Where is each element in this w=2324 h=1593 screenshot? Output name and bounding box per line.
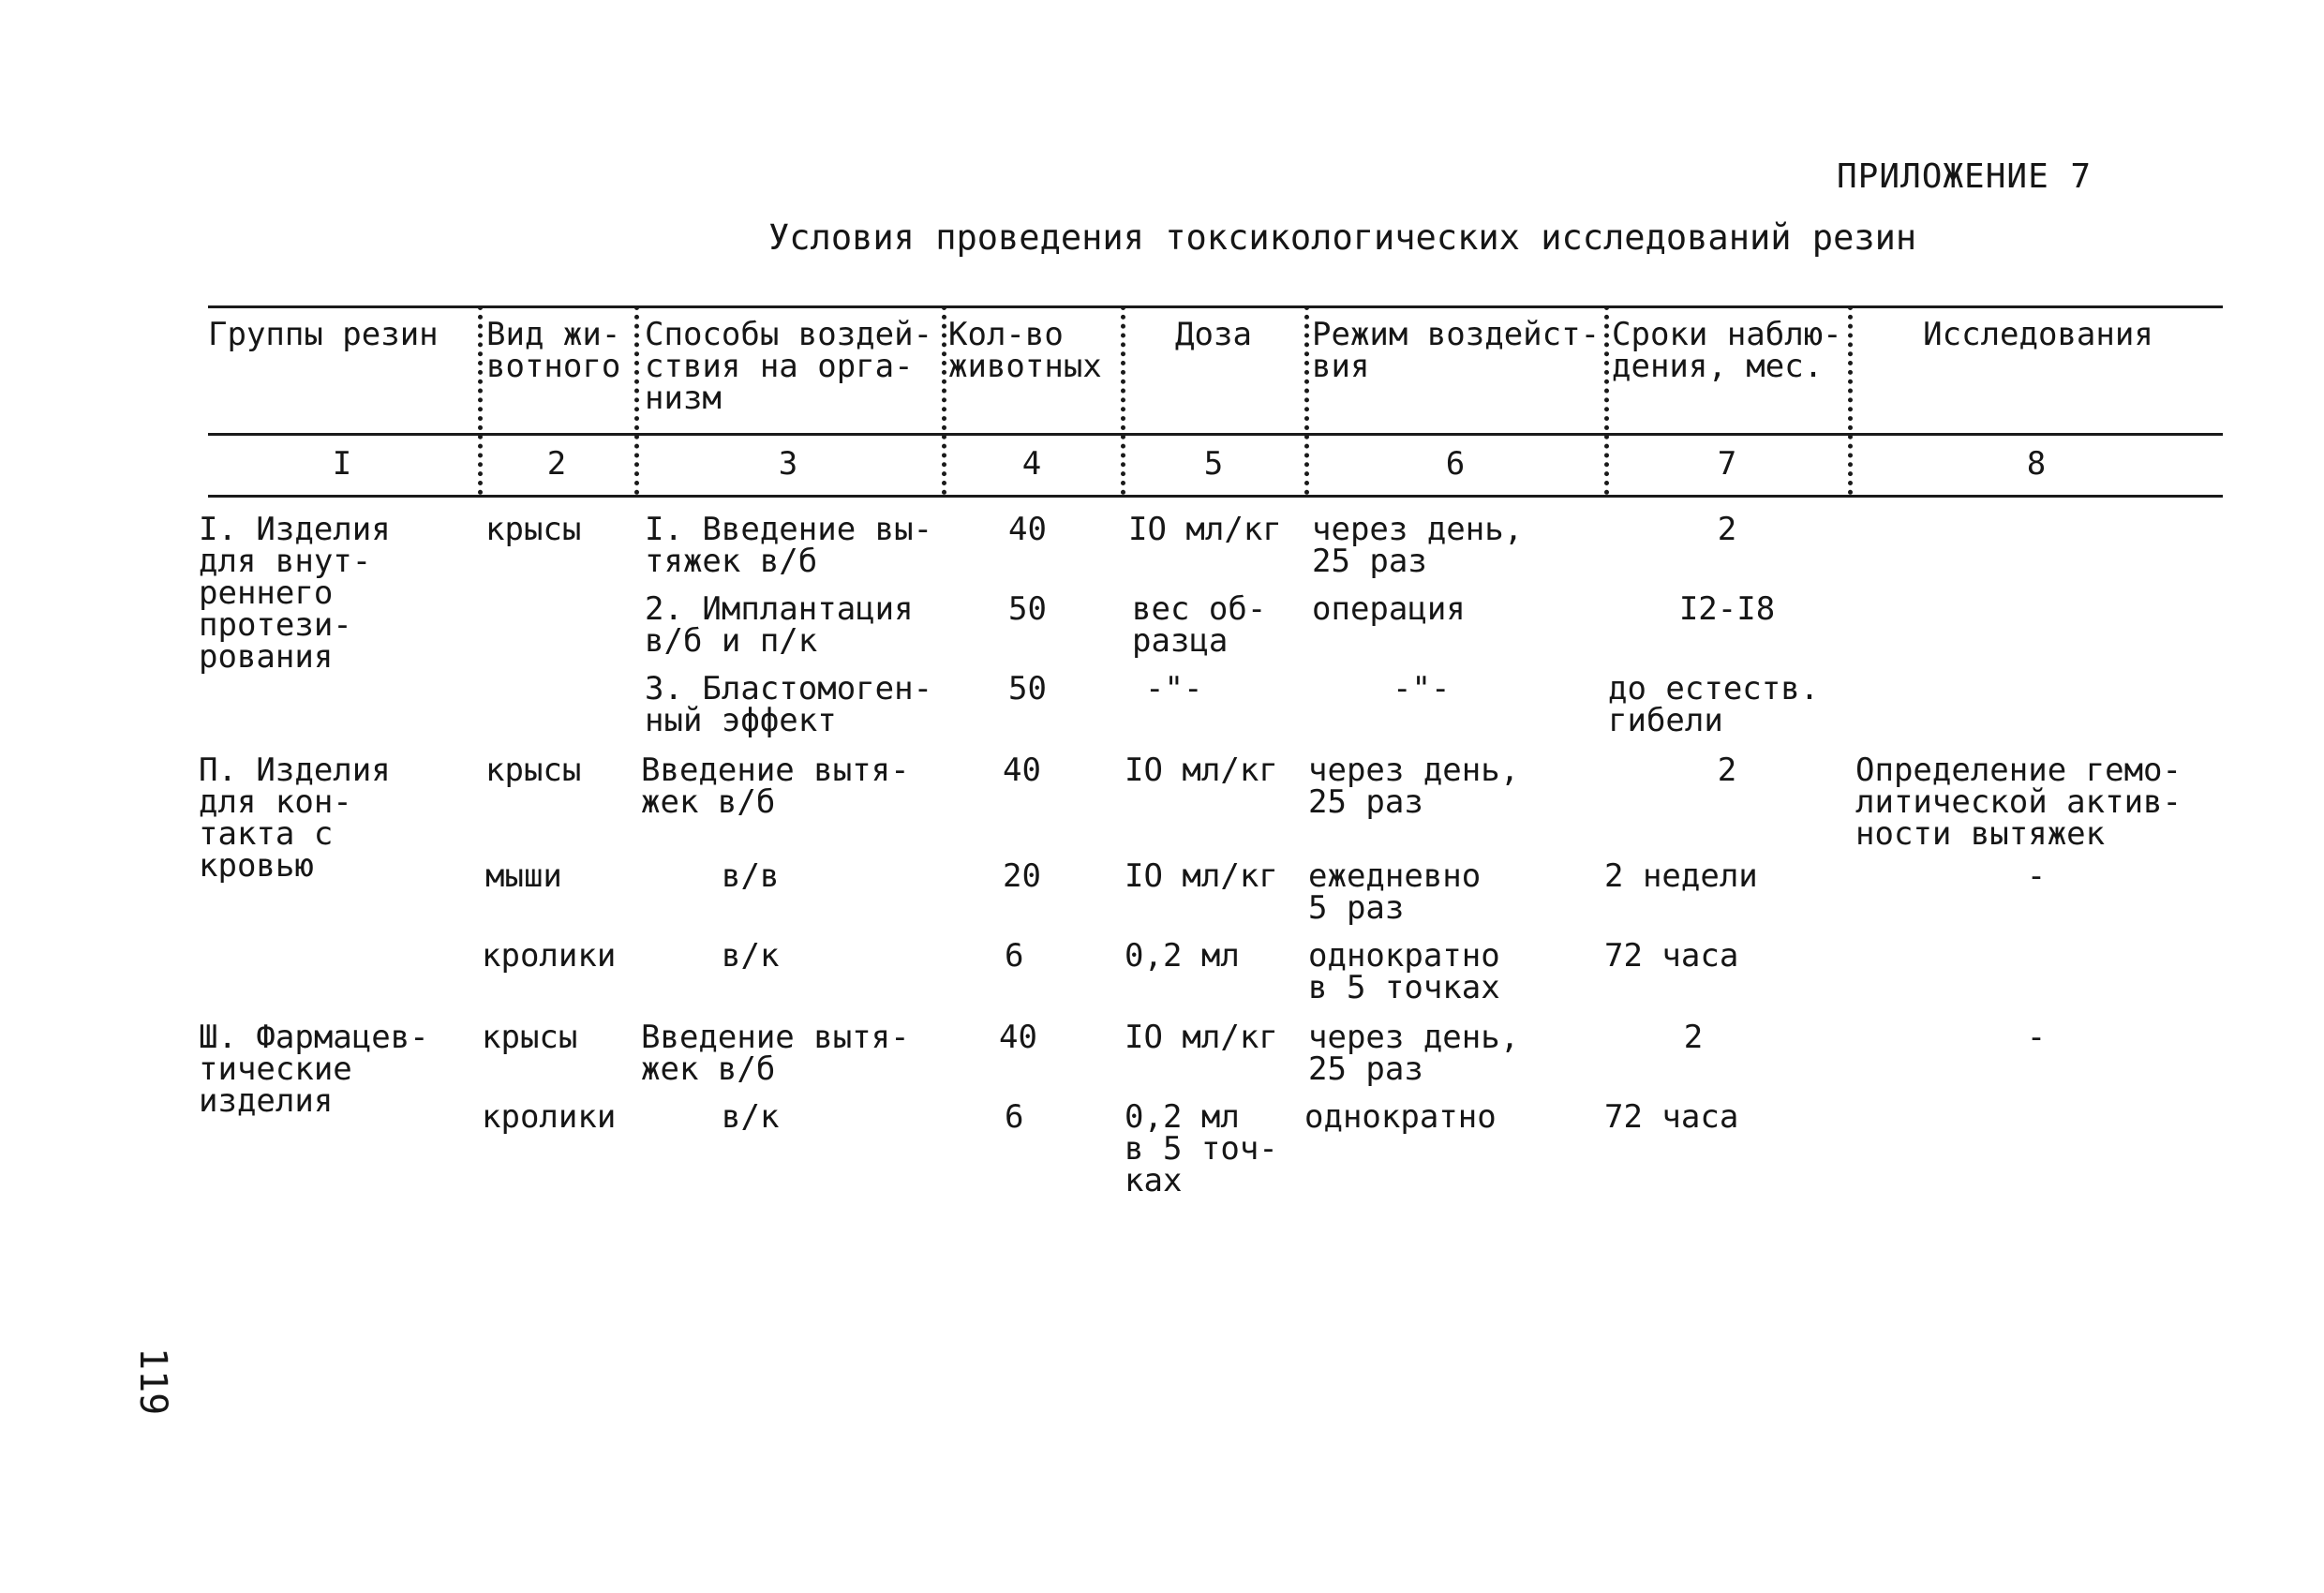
regime-cell: однократно <box>1304 1098 1497 1136</box>
header-method: Способы воздей- ствия на орга- низм <box>645 316 933 417</box>
count-cell: 50 <box>1008 590 1047 628</box>
regime-cell: через день, 25 раз <box>1312 511 1524 580</box>
animal-cell: крысы <box>485 752 582 789</box>
term-cell: до естеств. гибели <box>1608 670 1820 739</box>
count-cell: 40 <box>1003 752 1041 789</box>
animal-cell: кролики <box>482 937 617 975</box>
dose-cell: IO мл/кг <box>1128 511 1282 548</box>
column-number: 6 <box>1445 445 1466 483</box>
regime-cell: через день, 25 раз <box>1308 752 1520 821</box>
column-number: 4 <box>1021 445 1042 483</box>
table-title: Условия проведения токсикологических исследований резин <box>768 217 1917 258</box>
animal-cell: крысы <box>482 1019 578 1056</box>
numbers-bottom-rule <box>208 495 2223 498</box>
term-cell: I2-I8 <box>1678 590 1776 628</box>
column-number: 5 <box>1203 445 1224 483</box>
research-cell: - <box>2026 857 2047 895</box>
group-label: Ш. Фармацев- тические изделия <box>199 1019 429 1120</box>
dose-cell: 0,2 мл в 5 точ- ках <box>1125 1098 1278 1199</box>
method-cell: в/к <box>722 1098 780 1136</box>
term-cell: 72 часа <box>1604 1098 1739 1136</box>
method-cell: I. Введение вы- тяжек в/б <box>645 511 933 580</box>
method-cell: в/к <box>722 937 780 975</box>
column-number: I <box>332 445 352 483</box>
dose-cell: IO мл/кг <box>1125 857 1278 895</box>
dose-cell: IO мл/кг <box>1125 1019 1278 1056</box>
method-cell: в/в <box>722 857 780 895</box>
regime-cell: операция <box>1312 590 1466 628</box>
table-top-rule <box>208 305 2223 308</box>
term-cell: 2 <box>1717 511 1737 548</box>
appendix-label: ПРИЛОЖЕНИЕ 7 <box>1837 157 2093 196</box>
column-number: 7 <box>1717 445 1737 483</box>
method-cell: 2. Имплантация в/б и п/к <box>645 590 914 660</box>
count-cell: 20 <box>1003 857 1041 895</box>
header-animal-type: Вид жи- вотного <box>486 316 621 385</box>
regime-cell: -"- <box>1393 670 1451 707</box>
count-cell: 40 <box>999 1019 1037 1056</box>
column-number: 3 <box>778 445 798 483</box>
header-bottom-rule <box>208 433 2223 436</box>
regime-cell: ежедневно 5 раз <box>1308 857 1482 927</box>
count-cell: 6 <box>1005 1098 1024 1136</box>
group-label: П. Изделия для кон- такта с кровью <box>199 752 391 885</box>
animal-cell: мыши <box>485 857 562 895</box>
term-cell: 2 <box>1683 1019 1704 1056</box>
research-cell: - <box>2026 1019 2047 1056</box>
column-number: 2 <box>546 445 567 483</box>
header-dose: Доза <box>1175 316 1252 353</box>
dose-cell: IO мл/кг <box>1125 752 1278 789</box>
term-cell: 72 часа <box>1604 937 1739 975</box>
dose-cell: 0,2 мл <box>1125 937 1240 975</box>
animal-cell: крысы <box>485 511 582 548</box>
header-regime: Режим воздейст- вия <box>1312 316 1601 385</box>
header-observation-term: Сроки наблю- дения, мес. <box>1612 316 1842 385</box>
regime-cell: через день, 25 раз <box>1308 1019 1520 1088</box>
term-cell: 2 недели <box>1604 857 1758 895</box>
header-research: Исследования <box>1923 316 2153 353</box>
method-cell: 3. Бластомоген- ный эффект <box>645 670 933 739</box>
research-cell: Определение гемо- литической актив- ности вытяжек <box>1855 752 2182 853</box>
regime-cell: однократно в 5 точках <box>1308 937 1500 1006</box>
term-cell: 2 <box>1717 752 1737 789</box>
page-number: 119 <box>131 1347 174 1416</box>
count-cell: 50 <box>1008 670 1047 707</box>
header-rubber-groups: Группы резин <box>208 316 439 353</box>
count-cell: 6 <box>1005 937 1024 975</box>
count-cell: 40 <box>1008 511 1047 548</box>
column-number: 8 <box>2026 445 2047 483</box>
header-animal-count: Кол-во животных <box>948 316 1102 385</box>
dose-cell: вес об- разца <box>1132 590 1267 660</box>
method-cell: Введение вытя- жек в/б <box>641 1019 910 1088</box>
method-cell: Введение вытя- жек в/б <box>641 752 910 821</box>
animal-cell: кролики <box>482 1098 617 1136</box>
dose-cell: -"- <box>1145 670 1203 707</box>
group-label: I. Изделия для внут- реннего протези- рования <box>199 511 391 676</box>
